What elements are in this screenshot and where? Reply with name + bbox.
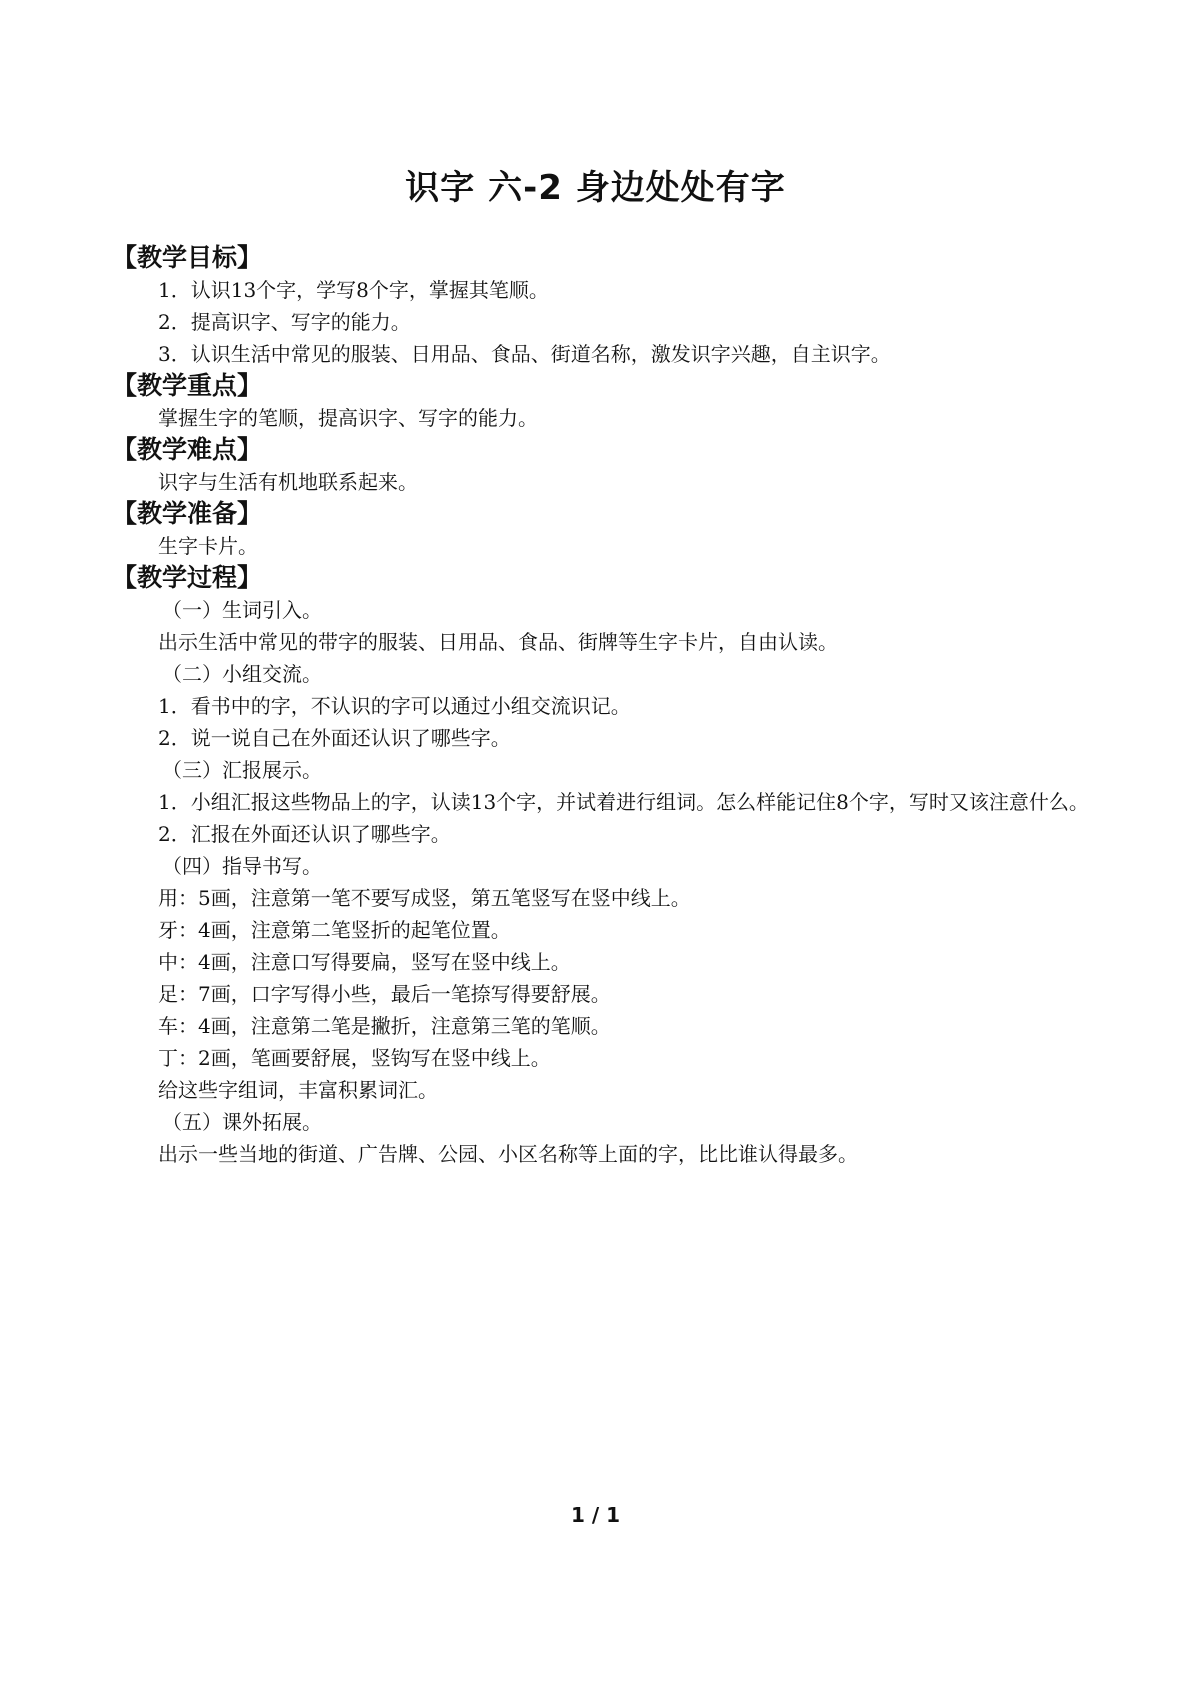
process-step4-item-6: 丁：2画，笔画要舒展，竖钩写在竖中线上。 (158, 1046, 551, 1070)
goal-item-1: 1．认识13个字，学写8个字，掌握其笔顺。 (158, 278, 549, 302)
difficulties-text: 识字与生活有机地联系起来。 (158, 470, 418, 494)
process-step4-item-5: 车：4画，注意第二笔是撇折，注意第三笔的笔顺。 (158, 1014, 611, 1038)
goal-item-2: 2．提高识字、写字的能力。 (158, 310, 411, 334)
section-heading-preparation: 【教学准备】 (112, 499, 263, 528)
process-step2-item-1: 1．看书中的字，不认识的字可以通过小组交流识记。 (158, 694, 631, 718)
process-step1-text: 出示生活中常见的带字的服装、日用品、食品、街牌等生字卡片，自由认读。 (158, 630, 838, 654)
process-step4-item-3: 中：4画，注意口写得要扁，竖写在竖中线上。 (158, 950, 571, 974)
page-indicator: 1 / 1 (570, 1503, 621, 1527)
section-heading-goals: 【教学目标】 (112, 243, 263, 272)
process-step5-title: （五）课外拓展。 (162, 1110, 322, 1134)
process-step4-item-4: 足：7画，口字写得小些，最后一笔捺写得要舒展。 (158, 982, 611, 1006)
section-heading-difficulties: 【教学难点】 (112, 435, 263, 464)
process-step1-title: （一）生词引入。 (162, 598, 322, 622)
section-heading-key-points: 【教学重点】 (112, 371, 263, 400)
process-step4-item-2: 牙：4画，注意第二笔竖折的起笔位置。 (158, 918, 511, 942)
process-step2-title: （二）小组交流。 (162, 662, 322, 686)
process-step4-title: （四）指导书写。 (162, 854, 322, 878)
process-step2-item-2: 2．说一说自己在外面还认识了哪些字。 (158, 726, 511, 750)
section-heading-process: 【教学过程】 (112, 563, 263, 592)
key-points-text: 掌握生字的笔顺，提高识字、写字的能力。 (158, 406, 538, 430)
process-step3-title: （三）汇报展示。 (162, 758, 322, 782)
process-step4-item-1: 用：5画，注意第一笔不要写成竖，第五笔竖写在竖中线上。 (158, 886, 691, 910)
document-title: 识字 六-2 身边处处有字 (405, 168, 786, 208)
process-step4-item-7: 给这些字组词，丰富积累词汇。 (158, 1078, 438, 1102)
document-body (112, 242, 1102, 1170)
preparation-text: 生字卡片。 (158, 534, 258, 558)
process-step5-text: 出示一些当地的街道、广告牌、公园、小区名称等上面的字，比比谁认得最多。 (158, 1142, 858, 1166)
goal-item-3: 3．认识生活中常见的服装、日用品、食品、街道名称，激发识字兴趣，自主识字。 (158, 342, 891, 366)
process-step3-item-2: 2．汇报在外面还认识了哪些字。 (158, 822, 451, 846)
process-step3-item-1: 1．小组汇报这些物品上的字，认读13个字，并试着进行组词。怎么样能记住8个字，写时又该注意什么。 (158, 790, 1089, 814)
